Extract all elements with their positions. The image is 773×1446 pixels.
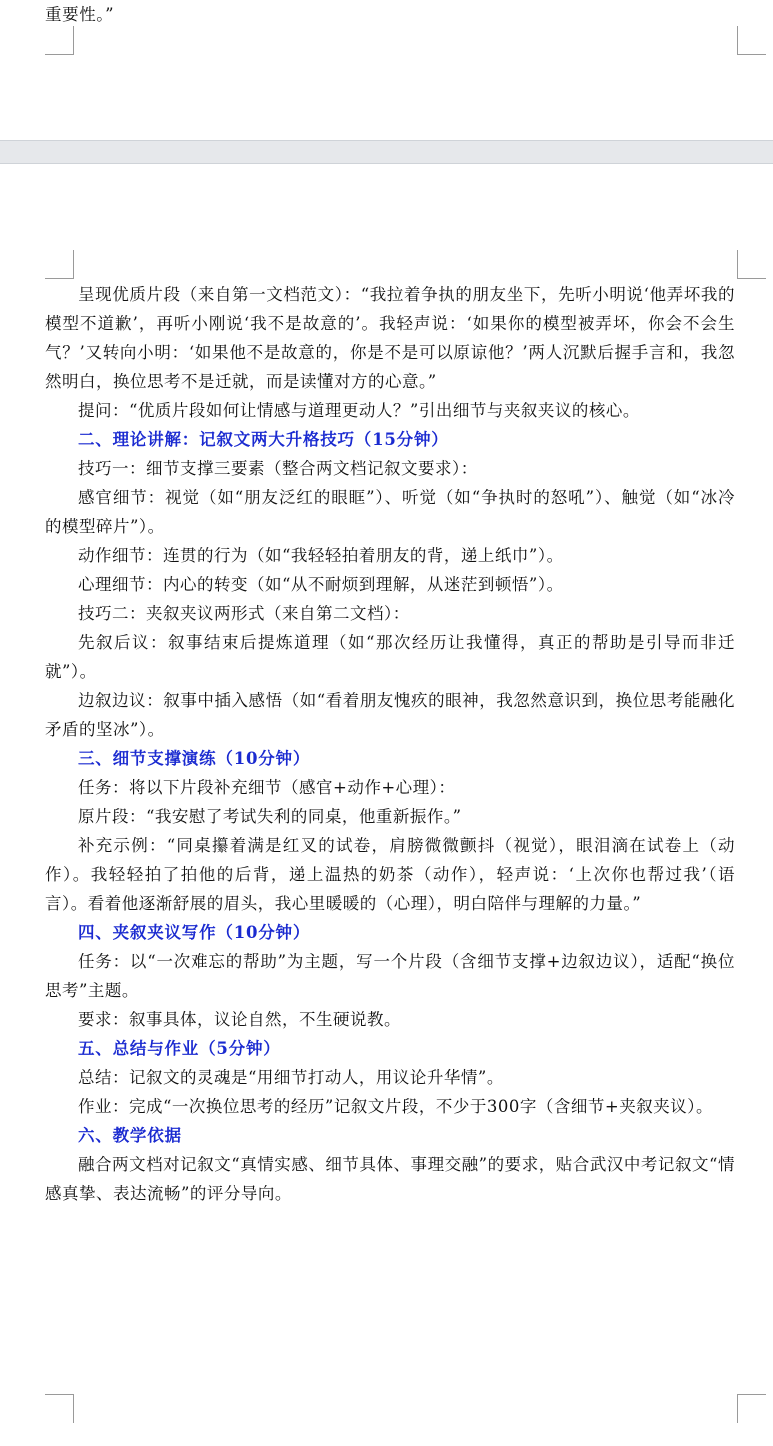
- paragraph-supplement-example: 补充示例：“同桌攥着满是红叉的试卷，肩膀微微颤抖（视觉），眼泪滴在试卷上（动作）。我轻轻拍了拍他的后背，递上温热的奶茶（动作），轻声说：‘上次你也帮过我’（语言）。看着他逐渐舒展的眉头，我心里暖暖的（心理），明白陪伴与理解的力量。”: [45, 836, 735, 913]
- heading-theory: 二、理论讲解：记叙文两大升格技巧（15分钟）: [78, 430, 449, 449]
- page-separator: [0, 140, 773, 164]
- paragraph-mental-detail: 心理细节：内心的转变（如“从不耐烦到理解，从迷茫到顿悟”）。: [78, 575, 564, 594]
- document-body: [45, 280, 735, 1208]
- paragraph-original-excerpt: 原片段：“我安慰了考试失利的同桌，他重新振作。”: [78, 807, 462, 826]
- page-corner-mark: [45, 1394, 74, 1423]
- page-corner-mark: [737, 250, 766, 279]
- paragraph-basis: 融合两文档对记叙文“真情实感、细节具体、事理交融”的要求，贴合武汉中考记叙文“情感真挚、表达流畅”的评分导向。: [45, 1155, 735, 1203]
- paragraph-technique-one: 技巧一：细节支撑三要素（整合两文档记叙文要求）：: [78, 459, 478, 478]
- page-corner-mark: [737, 26, 766, 55]
- paragraph-requirements: 要求：叙事具体，议论自然，不生硬说教。: [78, 1010, 401, 1029]
- paragraph-action-detail: 动作细节：连贯的行为（如“我轻轻拍着朋友的背，递上纸巾”）。: [78, 546, 564, 565]
- previous-page-tail-text: 重要性。”: [45, 5, 115, 24]
- paragraph-sensory-detail: 感官细节：视觉（如“朋友泛红的眼眶”）、听觉（如“争执时的怒吼”）、触觉（如“冰冷的模型碎片”）。: [45, 488, 735, 536]
- paragraph-practice-task: 任务：将以下片段补充细节（感官+动作+心理）：: [78, 778, 456, 797]
- paragraph-narrate-then-comment: 先叙后议：叙事结束后提炼道理（如“那次经历让我懂得，真正的帮助是引导而非迁就”）。: [45, 633, 735, 681]
- page-corner-mark: [45, 26, 74, 55]
- paragraph-narrate-while-comment: 边叙边议：叙事中插入感悟（如“看着朋友愧疚的眼神，我忽然意识到，换位思考能融化矛盾的坚冰”）。: [45, 691, 735, 739]
- paragraph-writing-task: 任务：以“一次难忘的帮助”为主题，写一个片段（含细节支撑+边叙边议），适配“换位思考”主题。: [45, 952, 735, 1000]
- heading-summary: 五、总结与作业（5分钟）: [78, 1039, 281, 1058]
- previous-page: [0, 0, 773, 140]
- page-corner-mark: [737, 1394, 766, 1423]
- heading-writing: 四、夹叙夹议写作（10分钟）: [78, 923, 311, 942]
- paragraph-technique-two: 技巧二：夹叙夹议两形式（来自第二文档）：: [78, 604, 410, 623]
- paragraph-summary: 总结：记叙文的灵魂是“用细节打动人，用议论升华情”。: [78, 1068, 504, 1087]
- page-corner-mark: [45, 250, 74, 279]
- paragraph-question: 提问：“优质片段如何让情感与道理更动人？”引出细节与夹叙夹议的核心。: [78, 401, 640, 420]
- paragraph-homework: 作业：完成“一次换位思考的经历”记叙文片段，不少于300字（含细节+夹叙夹议）。: [78, 1097, 713, 1116]
- paragraph-sample-excerpt: 呈现优质片段（来自第一文档范文）：“我拉着争执的朋友坐下，先听小明说‘他弄坏我的模型不道歉’，再听小刚说‘我不是故意的’。我轻声说：‘如果你的模型被弄坏，你会不会生气？’又转向小明：‘如果他不是故意的，你是不是可以原谅他？’两人沉默后握手言和，我忽然明白，换位思考不是迁就，而是读懂对方的心意。”: [45, 285, 735, 391]
- heading-detail-practice: 三、细节支撑演练（10分钟）: [78, 749, 311, 768]
- heading-basis: 六、教学依据: [78, 1126, 182, 1145]
